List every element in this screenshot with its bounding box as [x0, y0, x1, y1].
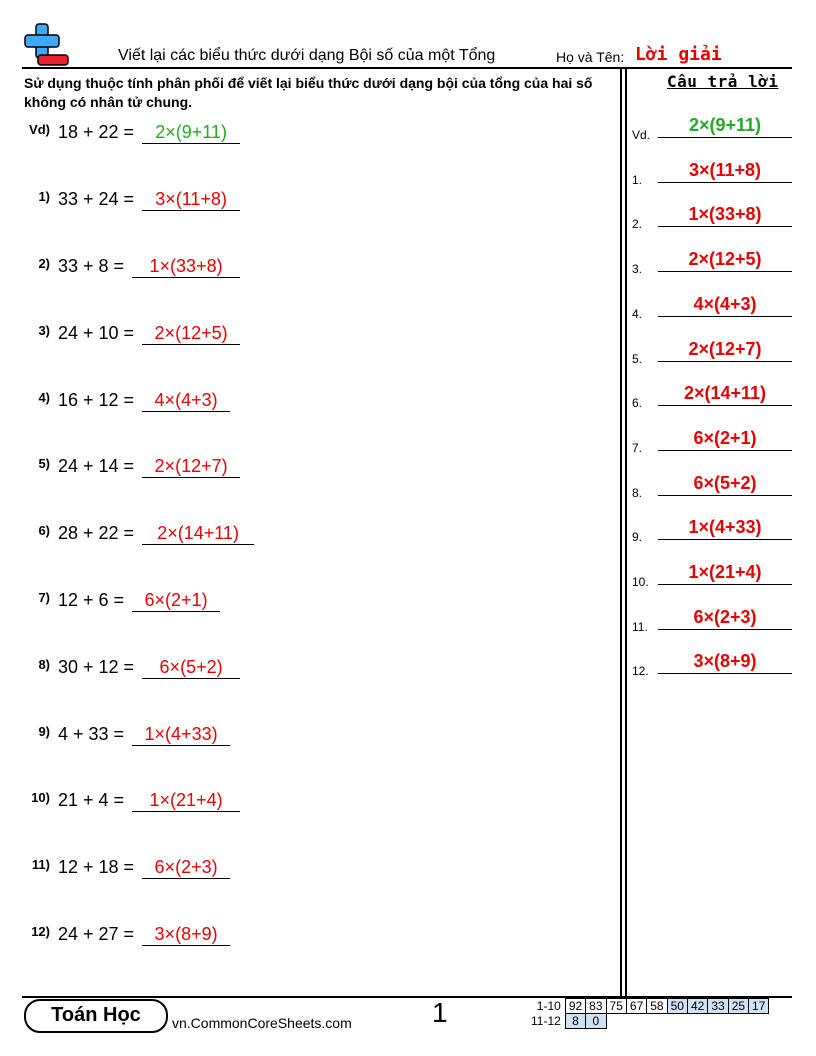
problem-answer: 6×(5+2): [142, 657, 240, 679]
problem-number: 9): [38, 724, 50, 739]
answer-key-row: [632, 159, 792, 187]
answer-key-row: [632, 606, 792, 634]
problem-number: 2): [38, 256, 50, 271]
score-table: [528, 998, 769, 1029]
score-cell: 0: [586, 1014, 606, 1029]
answer-key-value: 4×(4+3): [658, 292, 792, 317]
site-url: vn.CommonCoreSheets.com: [172, 1015, 352, 1031]
answer-key-label: 11.: [632, 619, 648, 634]
score-cell: 25: [728, 999, 748, 1014]
name-value: Lời giải: [635, 44, 722, 65]
answer-key-row: [632, 382, 792, 411]
problem-expression: 24 + 10 =: [58, 323, 135, 343]
answer-key-row: [632, 472, 792, 500]
answer-key-row: [632, 114, 792, 142]
answer-key-label: 7.: [632, 440, 643, 455]
problem-row: [22, 523, 612, 553]
problem-expression: 28 + 22 =: [58, 523, 135, 543]
problem-expression: 16 + 12 =: [58, 390, 135, 410]
problem-answer: 1×(4+33): [132, 724, 230, 746]
score-cell: 67: [626, 999, 646, 1014]
score-range-label: 1-10: [536, 999, 561, 1013]
answer-key-value: 6×(2+1): [658, 426, 792, 451]
answer-key-value: 3×(11+8): [658, 158, 792, 183]
answer-key-label: 12.: [632, 664, 649, 679]
problem-answer: 4×(4+3): [142, 390, 230, 412]
problem-expression: 33 + 24 =: [58, 189, 135, 209]
answer-key-value: 6×(5+2): [658, 471, 792, 496]
answer-key-row: [632, 650, 792, 679]
name-label: Họ và Tên:: [556, 49, 625, 65]
score-cell: 50: [667, 999, 687, 1014]
answer-key-value: 3×(8+9): [658, 649, 792, 674]
problem-row: [22, 657, 612, 687]
score-cell: 58: [647, 999, 667, 1014]
problem-number: 4): [38, 390, 50, 405]
answer-key-row: [632, 561, 792, 589]
problem-answer: 2×(14+11): [142, 523, 254, 545]
answer-key-row: [632, 203, 792, 232]
column-divider: [620, 67, 622, 997]
answer-key-label: 10.: [632, 575, 649, 589]
problem-expression: 4 + 33 =: [58, 724, 125, 744]
problem-row: [22, 122, 612, 152]
problem-expression: 24 + 27 =: [58, 924, 135, 944]
answer-key-row: [632, 516, 792, 545]
answer-key-value: 2×(9+11): [658, 113, 792, 138]
problem-answer: 6×(2+3): [142, 857, 230, 879]
answer-key-value: 2×(12+7): [658, 337, 792, 362]
problem-answer: 2×(12+7): [142, 456, 240, 478]
answer-key-label: 8.: [632, 485, 643, 500]
problem-row: [22, 590, 612, 620]
answer-key-value: 1×(21+4): [658, 560, 792, 585]
answer-key-label: 1.: [632, 172, 643, 187]
problem-expression: 18 + 22 =: [58, 122, 135, 142]
problem-answer: 1×(33+8): [132, 256, 240, 278]
answer-key-label: 3.: [632, 262, 643, 277]
problem-expression: 12 + 18 =: [58, 857, 135, 877]
score-row: [528, 1014, 769, 1029]
problem-expression: 30 + 12 =: [58, 657, 135, 677]
answer-key-row: [632, 293, 792, 321]
answer-key-row: [632, 248, 792, 277]
score-range-label: 11-12: [531, 1014, 561, 1028]
problem-row: [22, 924, 612, 954]
score-cell: 83: [586, 999, 606, 1014]
problem-answer: 3×(11+8): [142, 189, 240, 211]
problem-row: [22, 323, 612, 353]
problem-row: [22, 857, 612, 887]
problem-expression: 24 + 14 =: [58, 456, 135, 476]
problem-number: 7): [38, 590, 50, 605]
answer-key-value: 2×(12+5): [658, 247, 792, 272]
answer-key-value: 1×(4+33): [658, 515, 792, 540]
answer-key-row: [632, 427, 792, 455]
problem-expression: 33 + 8 =: [58, 256, 125, 276]
column-divider: [625, 67, 627, 997]
problem-answer: 1×(21+4): [132, 790, 240, 812]
answer-key-value: 1×(33+8): [658, 202, 792, 227]
problem-row: [22, 724, 612, 754]
header-divider: [22, 67, 792, 69]
problem-number: 12): [31, 924, 50, 939]
problem-expression: 21 + 4 =: [58, 790, 125, 810]
problem-row: [22, 790, 612, 820]
page-number: 1: [432, 997, 448, 1028]
answer-key-value: 2×(14+11): [658, 381, 792, 406]
problem-number: 1): [38, 189, 50, 204]
answer-key-value: 6×(2+3): [658, 605, 792, 630]
answer-key-row: [632, 338, 792, 366]
instructions: Sử dụng thuộc tính phân phối để viết lại biểu thức dưới dạng bội của tổng của hai số không có nhân tử chung.: [24, 75, 593, 110]
problem-number: 10): [31, 790, 50, 805]
problem-row: [22, 189, 612, 219]
score-cell: 33: [708, 999, 728, 1014]
score-cell: 92: [565, 999, 585, 1014]
problem-number: 5): [38, 456, 50, 471]
plus-minus-logo-icon: [24, 22, 70, 68]
worksheet-title: Viết lại các biểu thức dưới dạng Bội số của một Tổng: [118, 47, 496, 64]
answer-key-title: Câu trả lời: [667, 72, 779, 91]
answer-key-label: 5.: [632, 351, 643, 366]
answer-key-label: 6.: [632, 396, 643, 411]
answer-key-label: Vd.: [632, 128, 651, 142]
score-cell: 75: [606, 999, 626, 1014]
problem-number: Vd): [29, 122, 50, 137]
answer-key-label: 9.: [632, 530, 643, 545]
brand-badge: Toán Học: [24, 999, 168, 1033]
answer-key-label: 2.: [632, 217, 643, 232]
score-cell: 42: [687, 999, 707, 1014]
problem-expression: 12 + 6 =: [58, 590, 125, 610]
score-row: [528, 999, 769, 1014]
answer-key-label: 4.: [632, 306, 643, 321]
score-cell: 17: [749, 999, 769, 1014]
problem-answer: 2×(9+11): [142, 122, 240, 144]
problem-number: 8): [38, 657, 50, 672]
problem-number: 6): [38, 523, 50, 538]
problem-number: 11): [31, 857, 50, 872]
problem-row: [22, 256, 612, 286]
problem-answer: 6×(2+1): [132, 590, 220, 612]
score-cell: 8: [565, 1014, 585, 1029]
problem-answer: 2×(12+5): [142, 323, 240, 345]
problem-number: 3): [38, 323, 50, 338]
problem-row: [22, 390, 612, 420]
problem-row: [22, 456, 612, 486]
problem-answer: 3×(8+9): [142, 924, 230, 946]
